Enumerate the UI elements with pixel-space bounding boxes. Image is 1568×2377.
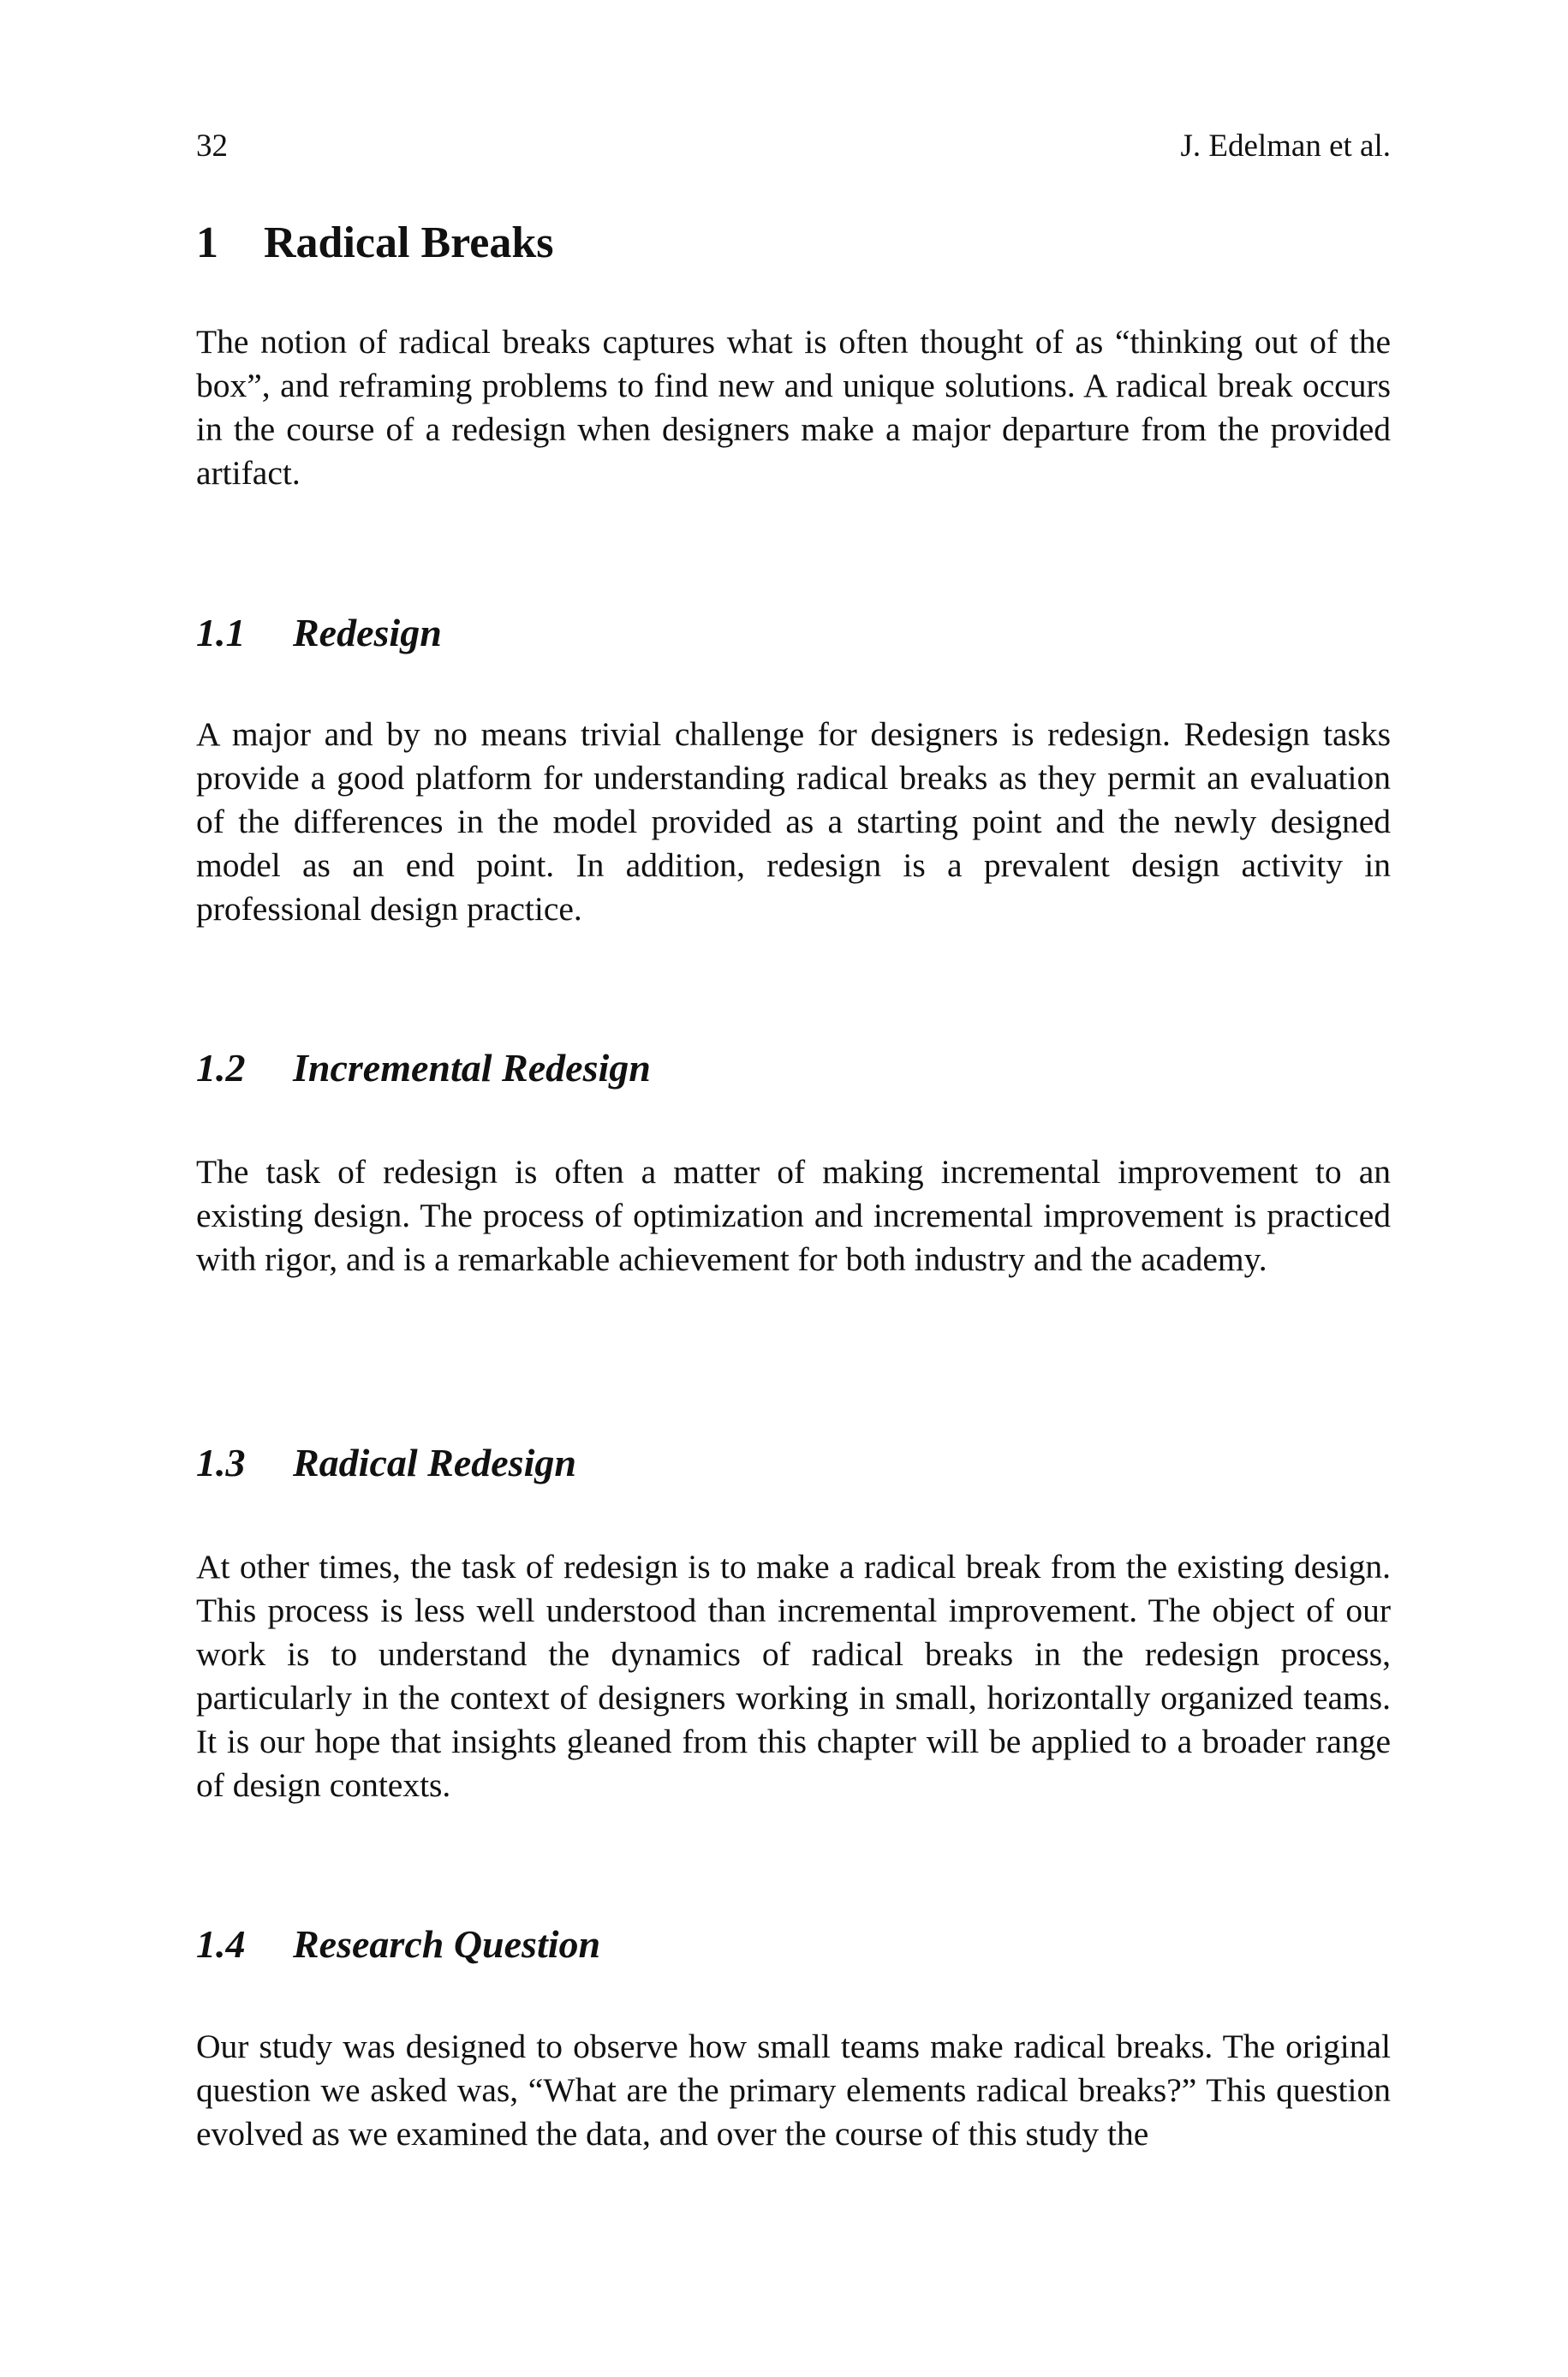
subsection-heading-1-4	[196, 1919, 600, 1970]
subsection-heading-1-2	[196, 1042, 651, 1094]
running-author: J. Edelman et al.	[1180, 128, 1391, 164]
subsection-number: 1.1	[196, 611, 246, 654]
subsection-paragraph-1-2: The task of redesign is often a matter of making incremental improvement to an existing design. The process of optimization and incremental improvement is practiced with rigor, and is a remarkable achievement for both industry and the academy.	[196, 1153, 1391, 1278]
subsection-title: Redesign	[293, 611, 442, 654]
subsection-title: Radical Redesign	[293, 1441, 576, 1484]
subsection-heading-1-1	[196, 607, 442, 659]
subsection-paragraph-1-1: A major and by no means trivial challenge for designers is redesign. Redesign tasks provide a good platform for understanding radical breaks as they permit an evaluation of the differences in the model provided as a starting point and the newly designed model as an end point. In addition, redesign is a prevalent design activity in professional design practice.	[196, 715, 1391, 928]
subsection-number: 1.3	[196, 1441, 246, 1484]
subsection-heading-1-3	[196, 1437, 576, 1489]
running-header	[196, 125, 1391, 168]
page-number: 32	[196, 128, 228, 164]
section-paragraph: The notion of radical breaks captures what is often thought of as “thinking out of the box”, and reframing problems to find new and unique solutions. A radical break occurs in the course of a redesign when designers make a major departure from the provided artifact.	[196, 323, 1391, 492]
subsection-paragraph-1-3: At other times, the task of redesign is to make a radical break from the existing design. This process is less well understood than incremental improvement. The object of our work is to understand the dynamics of radical breaks in the redesign process, particularly in the context of designers working in small, horizontally organized teams. It is our hope that insights gleaned from this chapter will be applied to a broader range of design contexts.	[196, 1548, 1391, 1804]
section-heading	[196, 216, 554, 271]
subsection-number: 1.4	[196, 1922, 246, 1966]
subsection-title: Incremental Redesign	[293, 1046, 651, 1090]
subsection-number: 1.2	[196, 1046, 246, 1090]
section-number: 1	[196, 218, 218, 267]
subsection-title: Research Question	[293, 1922, 601, 1966]
section-title: Radical Breaks	[264, 218, 554, 267]
subsection-paragraph-1-4: Our study was designed to observe how small teams make radical breaks. The original question we asked was, “What are the primary elements radical breaks?” This question evolved as we examined the data, and over the course of this study the	[196, 2028, 1391, 2153]
